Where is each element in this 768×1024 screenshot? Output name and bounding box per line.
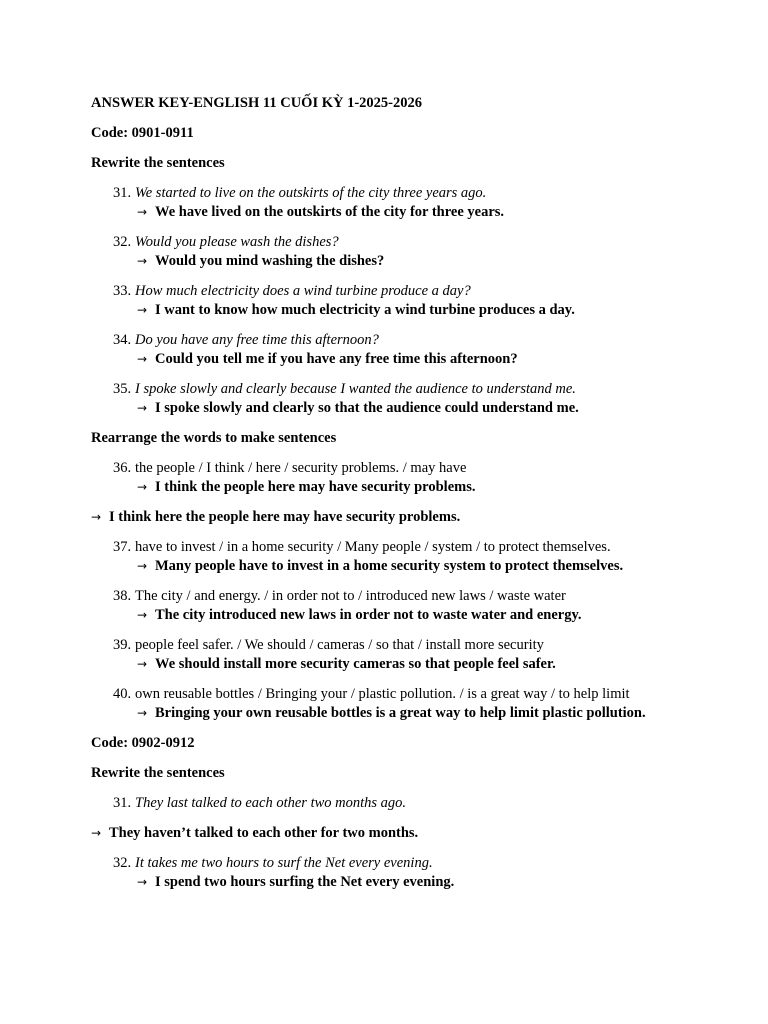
answer-line bbox=[91, 252, 751, 271]
answer-text: I think here the people here may have security problems. bbox=[109, 509, 461, 525]
question-item bbox=[91, 380, 751, 418]
question-item bbox=[91, 282, 751, 320]
question-item bbox=[91, 233, 751, 271]
answer-key-document bbox=[91, 94, 751, 903]
arrow-icon: → bbox=[91, 510, 102, 524]
question-item bbox=[91, 587, 751, 625]
arrow-icon: → bbox=[137, 205, 148, 219]
question-text: people feel safer. / We should / cameras / so that / install more security bbox=[135, 637, 544, 653]
question-item bbox=[91, 685, 751, 723]
question-number: 40. bbox=[113, 686, 132, 702]
answer-text: Would you mind washing the dishes? bbox=[155, 253, 385, 269]
arrow-icon: → bbox=[137, 352, 148, 366]
question-number: 35. bbox=[113, 381, 132, 397]
answer-line bbox=[91, 873, 751, 892]
question-number: 33. bbox=[113, 283, 132, 299]
answer-line bbox=[91, 704, 751, 723]
question-item bbox=[91, 538, 751, 576]
question-line bbox=[91, 233, 751, 252]
question-text: How much electricity does a wind turbine produce a day? bbox=[135, 283, 471, 299]
answer-text: Could you tell me if you have any free time this afternoon? bbox=[155, 351, 518, 367]
question-line bbox=[91, 587, 751, 606]
answer-text: Bringing your own reusable bottles is a great way to help limit plastic pollution. bbox=[155, 705, 646, 721]
answer-text: Many people have to invest in a home security system to protect themselves. bbox=[155, 558, 624, 574]
arrow-icon: → bbox=[137, 657, 148, 671]
group-heading: Rewrite the sentences bbox=[91, 765, 225, 781]
question-line bbox=[91, 459, 751, 478]
question-number: 31. bbox=[113, 795, 132, 811]
question-text: own reusable bottles / Bringing your / plastic pollution. / is a great way / to help limit bbox=[135, 686, 630, 702]
question-item bbox=[91, 184, 751, 222]
question-number: 34. bbox=[113, 332, 132, 348]
arrow-icon: → bbox=[137, 303, 148, 317]
question-text: We started to live on the outskirts of the city three years ago. bbox=[135, 185, 487, 201]
question-number: 38. bbox=[113, 588, 132, 604]
question-item bbox=[91, 331, 751, 369]
arrow-icon: → bbox=[137, 559, 148, 573]
question-text: the people / I think / here / security problems. / may have bbox=[135, 460, 467, 476]
arrow-icon: → bbox=[91, 826, 102, 840]
arrow-icon: → bbox=[137, 401, 148, 415]
answer-text: I want to know how much electricity a wind turbine produces a day. bbox=[155, 302, 575, 318]
question-number: 36. bbox=[113, 460, 132, 476]
answer-text: They haven’t talked to each other for two months. bbox=[109, 825, 419, 841]
question-line bbox=[91, 380, 751, 399]
answer-text: I think the people here may have security problems. bbox=[155, 479, 476, 495]
answer-text: We have lived on the outskirts of the city for three years. bbox=[155, 204, 505, 220]
section-code: Code: 0902-0912 bbox=[91, 735, 195, 751]
question-item bbox=[91, 794, 751, 813]
question-line bbox=[91, 794, 751, 813]
answer-line bbox=[91, 350, 751, 369]
answer-line-alternate bbox=[91, 508, 751, 527]
question-number: 37. bbox=[113, 539, 132, 555]
question-number: 39. bbox=[113, 637, 132, 653]
answer-line bbox=[91, 606, 751, 625]
question-text: Would you please wash the dishes? bbox=[135, 234, 339, 250]
question-number: 32. bbox=[113, 234, 132, 250]
question-number: 31. bbox=[113, 185, 132, 201]
question-line bbox=[91, 685, 751, 704]
group-heading: Rearrange the words to make sentences bbox=[91, 430, 337, 446]
answer-text: The city introduced new laws in order not to waste water and energy. bbox=[155, 607, 582, 623]
question-text: It takes me two hours to surf the Net every evening. bbox=[135, 855, 433, 871]
question-text: have to invest / in a home security / Many people / system / to protect themselves. bbox=[135, 539, 611, 555]
answer-line bbox=[91, 399, 751, 418]
answer-line bbox=[91, 655, 751, 674]
question-number: 32. bbox=[113, 855, 132, 871]
question-item bbox=[91, 636, 751, 674]
question-line bbox=[91, 854, 751, 873]
answer-text: I spoke slowly and clearly so that the audience could understand me. bbox=[155, 400, 579, 416]
answer-line bbox=[91, 478, 751, 497]
answer-line bbox=[91, 203, 751, 222]
question-line bbox=[91, 331, 751, 350]
arrow-icon: → bbox=[137, 875, 148, 889]
answer-line bbox=[91, 824, 751, 843]
question-line bbox=[91, 636, 751, 655]
question-item bbox=[91, 459, 751, 497]
arrow-icon: → bbox=[137, 706, 148, 720]
document-title: ANSWER KEY-ENGLISH 11 CUỐI KỲ 1-2025-2026 bbox=[91, 95, 422, 111]
question-text: The city / and energy. / in order not to / introduced new laws / waste water bbox=[135, 588, 566, 604]
question-text: They last talked to each other two months ago. bbox=[135, 795, 407, 811]
question-text: I spoke slowly and clearly because I wanted the audience to understand me. bbox=[135, 381, 576, 397]
answer-line bbox=[91, 557, 751, 576]
arrow-icon: → bbox=[137, 608, 148, 622]
answer-text: We should install more security cameras so that people feel safer. bbox=[155, 656, 556, 672]
question-item bbox=[91, 854, 751, 892]
group-heading: Rewrite the sentences bbox=[91, 155, 225, 171]
question-line bbox=[91, 282, 751, 301]
answer-text: I spend two hours surfing the Net every evening. bbox=[155, 874, 455, 890]
answer-line bbox=[91, 301, 751, 320]
arrow-icon: → bbox=[137, 480, 148, 494]
section-code: Code: 0901-0911 bbox=[91, 125, 194, 141]
question-line bbox=[91, 538, 751, 557]
arrow-icon: → bbox=[137, 254, 148, 268]
question-text: Do you have any free time this afternoon? bbox=[135, 332, 379, 348]
question-line bbox=[91, 184, 751, 203]
